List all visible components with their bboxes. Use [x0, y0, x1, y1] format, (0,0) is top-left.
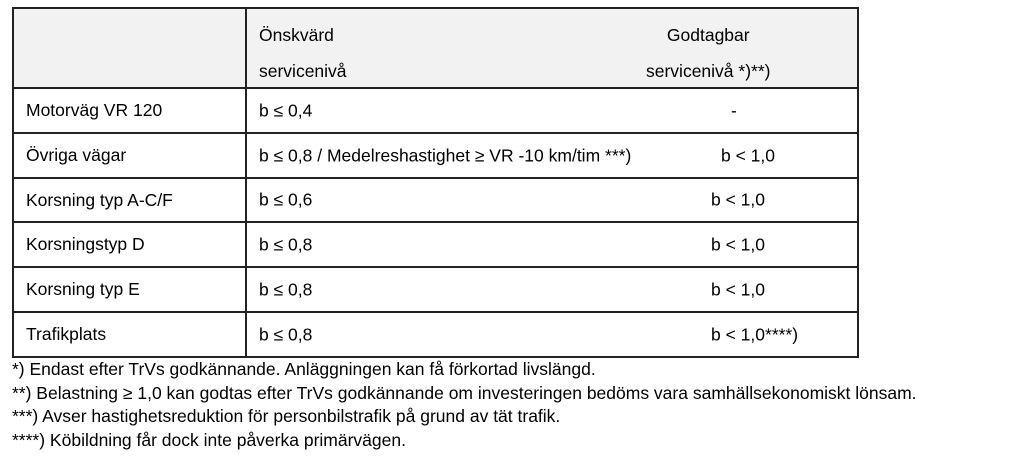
footnote: *) Endast efter TrVs godkännande. Anläggningen kan få förkortad livslängd. [12, 359, 596, 379]
acceptable-value: b < 1,0 [711, 234, 766, 254]
desired-value: b ≤ 0,6 [259, 189, 313, 210]
desired-value: b ≤ 0,8 [259, 279, 313, 299]
footnote: ***) Avser hastighetsreduktion för personbilstrafik på grund av tät trafik. [12, 406, 561, 426]
header-acceptable [646, 17, 770, 89]
desired-value: b ≤ 0,8 / Medelreshastighet ≥ VR -10 km/tim ***) [259, 145, 632, 165]
acceptable-value: b < 1,0 [721, 145, 776, 165]
table-row [13, 88, 858, 133]
row-values [246, 88, 858, 133]
header-empty-cell [13, 8, 246, 88]
acceptable-value: b < 1,0****) [711, 324, 799, 344]
acceptable-value: b < 1,0 [711, 279, 766, 299]
header-values-cell [246, 8, 858, 88]
row-values [246, 222, 858, 267]
row-label: Motorväg VR 120 [13, 88, 246, 133]
row-values [246, 312, 858, 357]
header-acceptable-line1: Godtagbar [666, 25, 750, 45]
row-values [246, 178, 858, 222]
row-label: Korsning typ A-C/F [13, 178, 246, 222]
table-row [13, 222, 858, 267]
footnotes [12, 358, 917, 452]
row-label: Korsningstyp D [13, 222, 246, 267]
desired-value: b ≤ 0,4 [259, 100, 313, 120]
row-label: Övriga vägar [13, 133, 246, 178]
header-desired-line1: Önskvärd [259, 25, 334, 45]
header-desired-line2: servicenivå [259, 61, 347, 81]
desired-value: b ≤ 0,8 [259, 234, 313, 254]
acceptable-value: b < 1,0 [711, 189, 766, 210]
table-row [13, 312, 858, 357]
service-level-table [12, 7, 859, 358]
acceptable-value: - [731, 100, 737, 120]
row-label: Korsning typ E [13, 267, 246, 312]
desired-value: b ≤ 0,8 [259, 324, 313, 344]
table-row [13, 133, 858, 178]
table-row [13, 267, 858, 312]
row-values [246, 267, 858, 312]
table-header-row [13, 8, 858, 88]
row-label: Trafikplats [13, 312, 246, 357]
table-row [13, 178, 858, 222]
service-level-table-container [12, 7, 857, 358]
row-values [246, 133, 858, 178]
header-acceptable-line2: servicenivå *)**) [646, 61, 771, 81]
footnote: ****) Köbildning får dock inte påverka primärvägen. [12, 429, 406, 450]
header-desired [259, 17, 347, 89]
footnote: **) Belastning ≥ 1,0 kan godtas efter TrVs godkännande om investeringen bedöms vara samhällsekonomiskt lönsam. [12, 382, 917, 403]
